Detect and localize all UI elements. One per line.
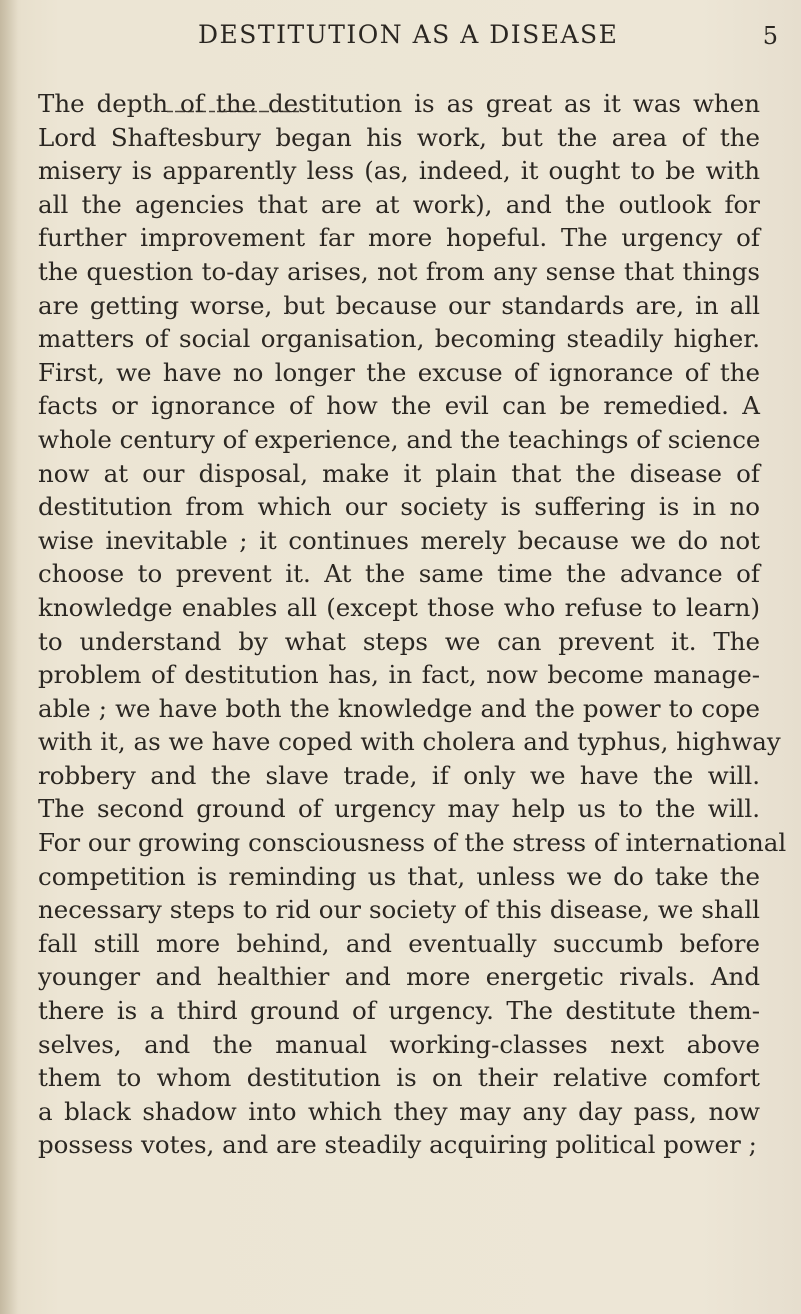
text-line: younger and healthier and more energetic rivals. And bbox=[38, 962, 760, 992]
text-line: wise inevitable ; it continues merely because we do not bbox=[38, 525, 760, 555]
text-line: with it, as we have coped with cholera and typhus, highway bbox=[38, 727, 781, 757]
text-line: now at our disposal, make it plain that the disease of bbox=[38, 458, 760, 488]
text-line: misery is apparently less (as, indeed, it ought to be with bbox=[38, 156, 760, 186]
text-line: The second ground of urgency may help us to the will. bbox=[38, 794, 760, 824]
text-line: choose to prevent it. At the same time the advance of bbox=[38, 559, 760, 589]
text-line: the question to-day arises, not from any sense that things bbox=[38, 256, 760, 286]
text-line: them to whom destitution is on their relative comfort bbox=[38, 1063, 760, 1093]
text-line: a black shadow into which they may any day pass, now bbox=[38, 1096, 760, 1126]
page-header bbox=[58, 20, 778, 70]
text-line: all the agencies that are at work), and the outlook for bbox=[38, 189, 760, 219]
text-line: matters of social organisation, becoming steadily higher. bbox=[38, 324, 760, 354]
page-number: 5 bbox=[762, 22, 778, 50]
text-line: necessary steps to rid our society of this disease, we shall bbox=[38, 895, 760, 925]
body-text bbox=[38, 87, 787, 1162]
text-line: able ; we have both the knowledge and the power to cope bbox=[38, 693, 760, 723]
text-line: fall still more behind, and eventually succumb before bbox=[38, 928, 760, 958]
text-line: possess votes, and are steadily acquiring political power ; bbox=[38, 1130, 757, 1160]
text-line: knowledge enables all (except those who refuse to learn) bbox=[38, 592, 760, 622]
text-line: robbery and the slave trade, if only we have the will. bbox=[38, 760, 760, 790]
text-line: selves, and the manual working-classes next above bbox=[38, 1029, 760, 1059]
running-head: DESTITUTION AS A DISEASE bbox=[198, 20, 619, 49]
text-line: further improvement far more hopeful. The urgency of bbox=[38, 223, 760, 253]
text-line: to understand by what steps we can prevent it. The bbox=[38, 626, 760, 656]
text-line: competition is reminding us that, unless we do take the bbox=[38, 861, 760, 891]
text-line: The depth of the destitution is as great as it was when bbox=[38, 89, 760, 118]
text-line: problem of destitution has, in fact, now become manage- bbox=[38, 660, 760, 690]
text-line: whole century of experience, and the teachings of science bbox=[38, 424, 761, 454]
text-line: For our growing consciousness of the stress of international bbox=[38, 828, 787, 858]
text-line: facts or ignorance of how the evil can be remedied. A bbox=[38, 391, 760, 421]
gutter-shadow bbox=[0, 0, 18, 1314]
text-line: First, we have no longer the excuse of ignorance of the bbox=[38, 357, 760, 387]
text-line: are getting worse, but because our standards are, in all bbox=[38, 290, 760, 320]
text-line: Lord Shaftesbury began his work, but the area of the bbox=[38, 122, 760, 152]
text-line: there is a third ground of urgency. The destitute them- bbox=[38, 996, 760, 1026]
text-line: destitution from which our society is suffering is in no bbox=[38, 492, 760, 522]
